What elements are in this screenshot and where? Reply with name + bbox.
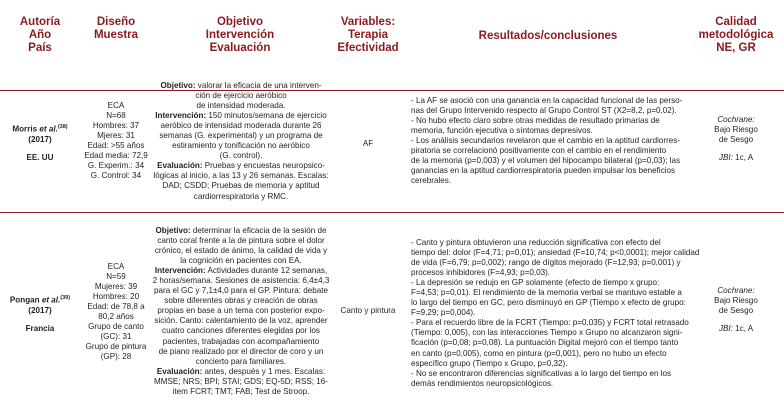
objective-text: sobre diferentes obras y creación de obras bbox=[164, 296, 318, 306]
objective-label: Objetivo: bbox=[155, 226, 191, 235]
quality-cell bbox=[688, 115, 784, 163]
header-diseno: Diseño Muestra bbox=[93, 16, 139, 41]
objective-text: de piano realizado por el director de coro y un bbox=[158, 346, 324, 356]
objective-text: Pruebas y encuestas neuropsico- bbox=[202, 161, 325, 171]
objective-text: propias en base a un tema con posterior expo- bbox=[157, 306, 325, 316]
design-line: (GP): 28 bbox=[100, 352, 132, 362]
design-line: G. Control: 34 bbox=[90, 171, 142, 181]
author-etal: et al. bbox=[41, 295, 61, 305]
results-line: en canto (p=0,005), como en pintura (p=0,001), pero no hubo un efecto bbox=[411, 348, 667, 358]
results-line: - La depresión se redujo en GP solamente (efecto de tiempo x grupo: bbox=[411, 278, 660, 288]
results-line: - No se encontraron diferencias significativas a lo largo del tiempo en los bbox=[411, 368, 672, 378]
design-line: N=59 bbox=[106, 272, 126, 282]
objective-text: MMSE; NRS; BPI; STAI; GDS; EQ-5D; RSS; 16- bbox=[154, 376, 328, 386]
jbi-label: JBI: bbox=[718, 153, 733, 163]
header-variables: Variables: Terapia Efectividad bbox=[337, 16, 399, 54]
author-country: Francia bbox=[25, 323, 55, 333]
results-line: nas del Grupo Intervenido respecto al Grupo Control ST (X2=8,2, p=0,02). bbox=[411, 106, 677, 116]
objective-text: antes, después y 1 mes. Escalas: bbox=[202, 366, 326, 376]
results-line: - Canto y pintura obtuvieron una reducción significativa con efecto del bbox=[411, 238, 661, 247]
objective-text: valorar la eficacia de una interven- bbox=[195, 81, 322, 90]
jbi-value: 1c, A bbox=[732, 153, 754, 163]
objective-text: sición. Canto: calentamiento de la voz, aprender bbox=[154, 316, 328, 326]
results-line: ficación (p=0,08; p=0,08). La puntuación Digital mejoró con el tiempo tanto bbox=[411, 338, 679, 348]
author-cell bbox=[0, 293, 80, 334]
header-rule bbox=[0, 90, 784, 91]
design-line: Mjeres: 31 bbox=[97, 131, 135, 141]
results-line: F=9,29; p=0,004). bbox=[411, 308, 476, 318]
objective-text: la cognición en pacientes con EA. bbox=[180, 256, 302, 266]
intervention-label: Intervención: bbox=[155, 111, 207, 121]
objective-text: canto coral frente a la de pintura sobre el dolor bbox=[157, 236, 325, 246]
design-line: Hombres: 20 bbox=[92, 292, 140, 302]
design-line: Hombres: 37 bbox=[92, 121, 140, 131]
quality-line: Bajo Riesgo bbox=[714, 296, 758, 306]
design-line: N=68 bbox=[106, 111, 126, 121]
author-year: (2017) bbox=[28, 305, 52, 315]
objective-text: item FCRT; TMT; FAB; Test de Stroop. bbox=[172, 386, 310, 396]
objective-text: 150 minutos/semana de ejercicio bbox=[206, 111, 327, 121]
design-line: 80,2 años bbox=[98, 312, 134, 322]
evaluation-label: Evaluación: bbox=[156, 366, 203, 376]
objective-text: estiramiento y tonificación no aeróbico bbox=[172, 141, 310, 151]
quality-line: de Sesgo bbox=[718, 135, 754, 145]
objective-text: de intensidad moderada. bbox=[196, 101, 286, 111]
objective-text: 2 horas/semana. Sesiones de asistencia: 6,4±4,3 bbox=[152, 276, 330, 286]
variables-cell bbox=[328, 139, 408, 149]
objective-text: concierto para familiares. bbox=[195, 356, 287, 366]
objective-text: crónico, el estado de ánimo, la calidad de vida y bbox=[154, 246, 328, 256]
results-line: procesos inhibidores (F=4,93; p=0,03). bbox=[411, 268, 551, 278]
objective-text: cuatro canciones diferentes elegidas por los bbox=[162, 326, 320, 336]
header-objetivo: Objetivo Intervención Evaluación bbox=[205, 16, 275, 54]
objective-text: DAD; CSDD; Pruebas de memoria y aptitud bbox=[162, 181, 320, 191]
objective-cell bbox=[150, 81, 332, 202]
design-line: ECA bbox=[107, 101, 125, 110]
author-country: EE. UU bbox=[26, 152, 54, 162]
design-line: (GC): 31 bbox=[100, 332, 132, 342]
results-line: (Tiempo: 0,005), con las interacciones Tiempo x Grupo no alcanzaron signi- bbox=[411, 328, 683, 338]
results-line: piratoria se correlacionó positivamente con el cambio en el rendimiento bbox=[411, 146, 667, 156]
header-autoria: Autoría Año País bbox=[19, 16, 61, 54]
quality-source: Cochrane: bbox=[717, 115, 755, 124]
results-line: - La AF se asoció con una ganancia en la capacidad funcional de las perso- bbox=[411, 96, 683, 105]
results-line: tiempo del: dolor (F=4,71; p=0,01); ansiedad (F=10,74; p<0,0001); mejor calidad bbox=[411, 248, 700, 258]
results-line: ganancias en la aptitud cardiorrespiratoria pueden impulsar los beneficios bbox=[411, 166, 676, 176]
table-header bbox=[0, 0, 784, 88]
variables-cell bbox=[328, 306, 408, 316]
results-line: específico grupo (Tiempo x Grupo, p=0,32). bbox=[411, 358, 568, 368]
quality-cell bbox=[688, 286, 784, 334]
quality-source: Cochrane: bbox=[717, 286, 755, 295]
design-line: Edad: >55 años bbox=[87, 141, 145, 151]
evaluation-label: Evaluación: bbox=[157, 161, 203, 171]
objective-text: semanas (G. experimental) y un programa de bbox=[159, 131, 323, 141]
objective-text: ción de ejercicio aeróbico bbox=[195, 91, 287, 101]
author-name: Morris bbox=[12, 124, 40, 134]
quality-line: Bajo Riesgo bbox=[714, 125, 758, 135]
results-line: cerebrales. bbox=[411, 176, 452, 186]
results-line: de la memoria (p=0,003) y el volumen del hipocampo bilateral (p=0,03); las bbox=[411, 156, 681, 166]
header-calidad: Calidad metodológica NE, GR bbox=[698, 16, 774, 54]
quality-line: de Sesgo bbox=[718, 306, 754, 316]
results-line: demás rendimientos neuropsicológicos. bbox=[411, 378, 554, 388]
results-line: memoria, función ejecutiva o síntomas depresivos. bbox=[411, 126, 593, 136]
objective-text: pacientes, trabajadas con acompañamiento bbox=[162, 336, 320, 346]
design-cell bbox=[80, 101, 152, 181]
header-resultados: Resultados/conclusiones bbox=[478, 30, 618, 42]
objective-text: determinar la eficacia de la sesión de bbox=[190, 226, 327, 235]
objective-text: lógicas al inicio, a las 13 y 26 semanas. Escalas: bbox=[153, 171, 329, 181]
results-line: lo largo del tiempo en GC, pero disminuyó en GP (Tiempo x efecto de grupo: bbox=[411, 298, 686, 308]
author-etal: et al. bbox=[39, 124, 58, 134]
results-cell bbox=[411, 96, 691, 186]
author-ref: (39) bbox=[60, 295, 71, 301]
jbi-value: 1c, A bbox=[732, 324, 754, 334]
design-line: ECA bbox=[107, 262, 125, 271]
results-line: - Los análisis secundarios revelaron que el cambio en la aptitud cardiorres- bbox=[411, 136, 681, 146]
design-line: Mujeres: 39 bbox=[94, 282, 138, 292]
intervention-label: Intervención: bbox=[154, 266, 206, 276]
objective-text: cardiorrespiratoria y RMC. bbox=[193, 191, 289, 201]
design-line: Edad media: 72,9 bbox=[84, 151, 148, 161]
variables-text: AF bbox=[362, 139, 374, 148]
author-name: Pongan bbox=[9, 295, 42, 305]
author-year: (2017) bbox=[28, 134, 52, 144]
author-ref: (38) bbox=[57, 124, 68, 130]
objective-text: (G. control). bbox=[219, 151, 263, 161]
design-line: G. Experim.: 34 bbox=[87, 161, 145, 171]
results-cell bbox=[411, 238, 700, 389]
design-line: Grupo de pintura bbox=[85, 342, 147, 352]
results-line: - Para el recuerdo libre de la FCRT (Tiempo: p=0,035) y FCRT total retrasado bbox=[411, 318, 689, 328]
author-cell bbox=[0, 122, 80, 163]
row-divider bbox=[0, 212, 784, 213]
results-line: - No hubo efecto claro sobre otras medidas de resultado primarias de bbox=[411, 116, 660, 126]
design-cell bbox=[80, 262, 152, 362]
jbi-label: JBI: bbox=[718, 324, 733, 334]
objective-label: Objetivo: bbox=[160, 81, 196, 90]
objective-text: aeróbico de intensidad moderada durante 26 bbox=[160, 121, 322, 131]
results-line: F=4,53; p=0,01). El rendimiento de la memoria verbal se mantuvo estable a bbox=[411, 288, 682, 298]
results-line: de vida (F=6,79; p=0,002); rango de dígitos mejorado (F=12,93; p=0,001) y bbox=[411, 258, 681, 268]
variables-text: Canto y pintura bbox=[340, 306, 396, 315]
objective-cell bbox=[150, 226, 332, 397]
objective-text: Actividades durante 12 semanas, bbox=[205, 266, 328, 276]
design-line: Edad: de 78,8 a bbox=[87, 302, 145, 312]
design-line: Grupo de canto bbox=[88, 322, 144, 332]
objective-text: para el GC y 7,1±4,0 para el GP. Pintura: debate bbox=[154, 286, 328, 296]
